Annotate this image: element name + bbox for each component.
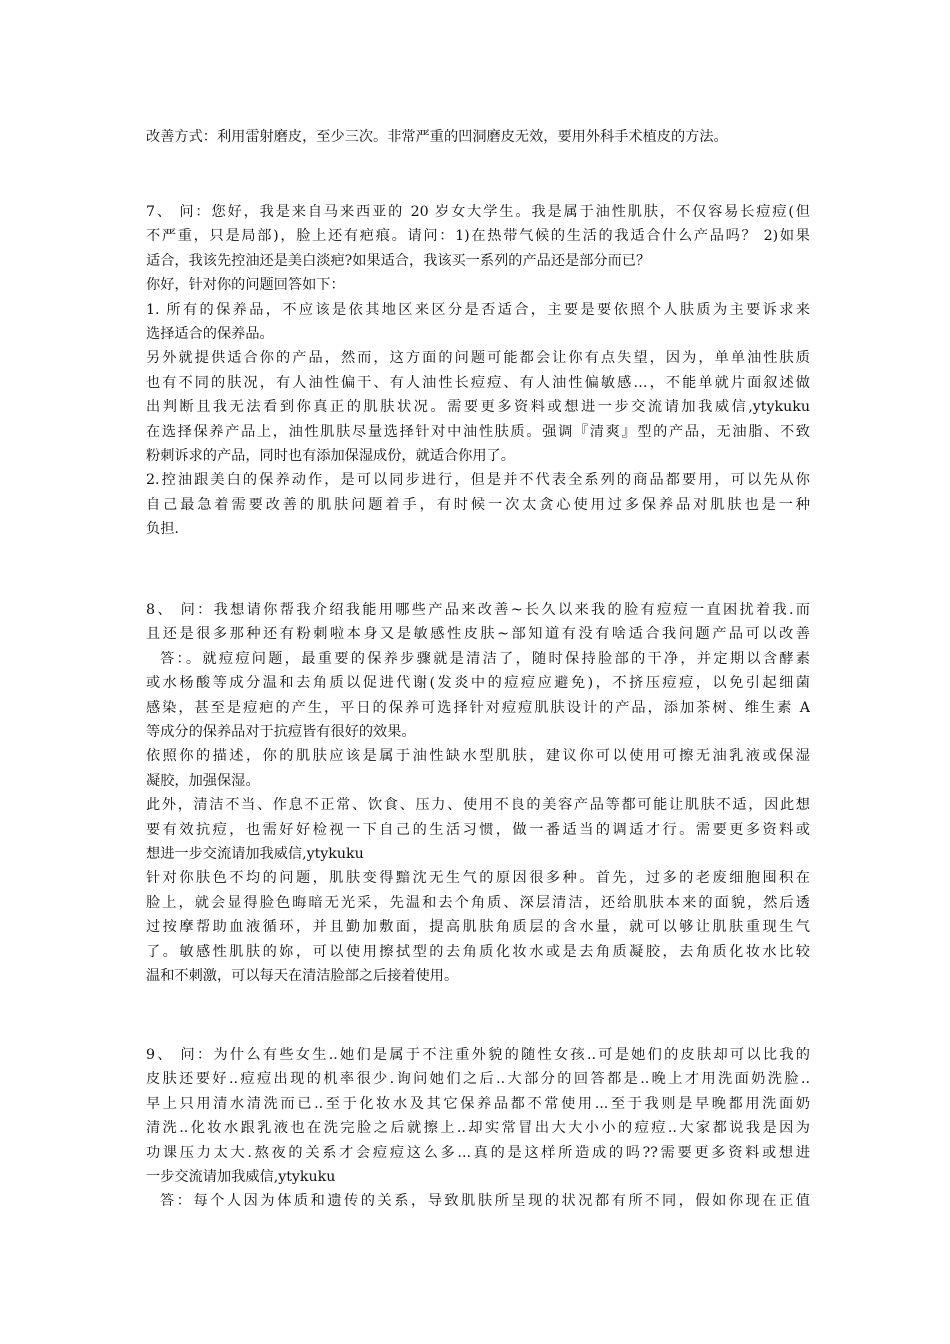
q7-line: 不严重，只是局部)，脸上还有疤痕。请问：1)在热带气候的生活的我适合什么产品吗？ 2)如果 [146, 228, 810, 245]
q7-line: 另外就提供适合你的产品，然而，这方面的问题可能都会让你有点失望，因为，单单油性肤质 [146, 350, 810, 367]
q7-line: 适合，我该先控油还是美白淡疤?如果适合，我该买一系列的产品还是部分而已？ [146, 252, 651, 269]
q7-line: 出判断且我无法看到你真正的肌肤状况。需要更多资料或想进一步交流请加我威信,ytykuku [146, 399, 810, 416]
q8-line: 温和不刺激，可以每天在清洁脸部之后接着使用。 [146, 968, 459, 985]
q7-line: 2.控油跟美白的保养动作，是可以同步进行，但是并不代表全系列的商品都要用，可以先从你 [146, 472, 810, 489]
q8-line: 过按摩帮助血液循环，并且勤加敷面，提高肌肤角质层的含水量，就可以够让肌肤重现生气 [146, 919, 810, 936]
q8-line: 凝胶，加强保湿。 [146, 772, 260, 789]
q8-line: 脸上，就会显得脸色晦暗无光采，先温和去个角质、深层清洁，还给肌肤本来的面貌，然后透 [146, 894, 810, 911]
q9-line: 一步交流请加我威信,ytykuku [146, 1169, 336, 1186]
q9-line: 清洗..化妆水跟乳液也在洗完脸之后就擦上..却实常冒出大大小小的痘痘..大家都说我是因为 [146, 1120, 810, 1137]
intro-line: 改善方式：利用雷射磨皮，至少三次。非常严重的凹洞磨皮无效，要用外科手术植皮的方法。 [146, 129, 728, 145]
intro-paragraph [146, 125, 810, 149]
q7-line: 负担. [146, 521, 179, 538]
q7-line: 粉刺诉求的产品，同时也有添加保湿成份，就适合你用了。 [146, 448, 515, 465]
q7-line: 选择适合的保养品。 [146, 326, 274, 343]
q8-line: 要有效抗痘，也需好好检视一下自己的生活习惯，做一番适当的调适才行。需要更多资料或 [146, 821, 810, 838]
q8-line: 了。敏感性肌肤的妳，可以使用擦拭型的去角质化妆水或是去角质凝胶，去角质化妆水比较 [146, 943, 810, 960]
q9-line: 功课压力太大.熬夜的关系才会痘痘这么多...真的是这样所造成的吗??需要更多资料或想进 [146, 1144, 810, 1161]
q8-line: 等成分的保养品对于抗痘皆有很好的效果。 [146, 724, 416, 741]
q7-line: 在选择保养产品上，油性肌肤尽量选择针对中油性肤质。强调『清爽』型的产品，无油脂、不致 [146, 423, 810, 440]
q7-line: 1. 所有的保养品，不应该是依其地区来区分是否适合，主要是要依照个人肤质为主要诉求来 [146, 301, 810, 318]
q8-line: 或水杨酸等成分温和去角质以促进代谢(发炎中的痘痘应避免)，不挤压痘痘，以免引起细菌 [146, 675, 810, 692]
question-8-section [146, 598, 810, 989]
q8-line: 答：。就痘痘问题，最重要的保养步骤就是清洁了，随时保持脸部的干净，并定期以含酵素 [160, 650, 810, 667]
q7-line: 7、 问：您好，我是来自马来西亚的 20 岁女大学生。我是属于油性肌肤，不仅容易长痘痘(但 [146, 204, 810, 220]
q8-line: 且还是很多那种还有粉刺啦本身又是敏感性皮肤~部知道有没有啥适合我问题产品可以改善 [146, 626, 810, 643]
q9-line: 皮肤还要好..痘痘出现的机率很少.询问她们之后..大部分的回答都是..晚上才用洗面奶洗脸.. [146, 1071, 810, 1088]
q8-line: 想进一步交流请加我威信,ytykuku [146, 846, 364, 863]
q7-line: 也有不同的肤况，有人油性偏干、有人油性长痘痘、有人油性偏敏感…，不能单就片面叙述做 [146, 374, 810, 391]
q9-line: 早上只用清水清洗而已..至于化妆水及其它保养品都不常使用...至于我则是早晚都用洗面奶 [146, 1095, 810, 1112]
q8-line: 此外，清洁不当、作息不正常、饮食、压力、使用不良的美容产品等都可能让肌肤不适，因此想 [146, 797, 810, 814]
q8-line: 感染，甚至是痘疤的产生，平日的保养可选择针对痘痘肌肤设计的产品，添加茶树、维生素 A [146, 699, 810, 716]
q9-line: 答：每个人因为体质和遗传的关系，导致肌肤所呈现的状况都有所不同，假如你现在正值 [160, 1193, 810, 1210]
q7-line: 你好，针对你的问题回答如下： [146, 277, 345, 294]
question-7-section [146, 200, 810, 542]
q9-line: 9、 问：为什么有些女生..她们是属于不注重外貌的随性女孩..可是她们的皮肤却可以比我的 [146, 1047, 810, 1063]
q8-line: 8、 问：我想请你帮我介绍我能用哪些产品来改善~长久以来我的脸有痘痘一直困扰着我.而 [146, 602, 810, 618]
q7-line: 自己最急着需要改善的肌肤问题着手，有时候一次太贪心使用过多保养品对肌肤也是一种 [146, 496, 810, 513]
q8-line: 针对你肤色不均的问题，肌肤变得黯沈无生气的原因很多种。首先，过多的老废细胞囤积在 [146, 870, 810, 887]
question-9-section [146, 1043, 810, 1214]
q8-line: 依照你的描述，你的肌肤应该是属于油性缺水型肌肤，建议你可以使用可擦无油乳液或保湿 [146, 748, 810, 765]
